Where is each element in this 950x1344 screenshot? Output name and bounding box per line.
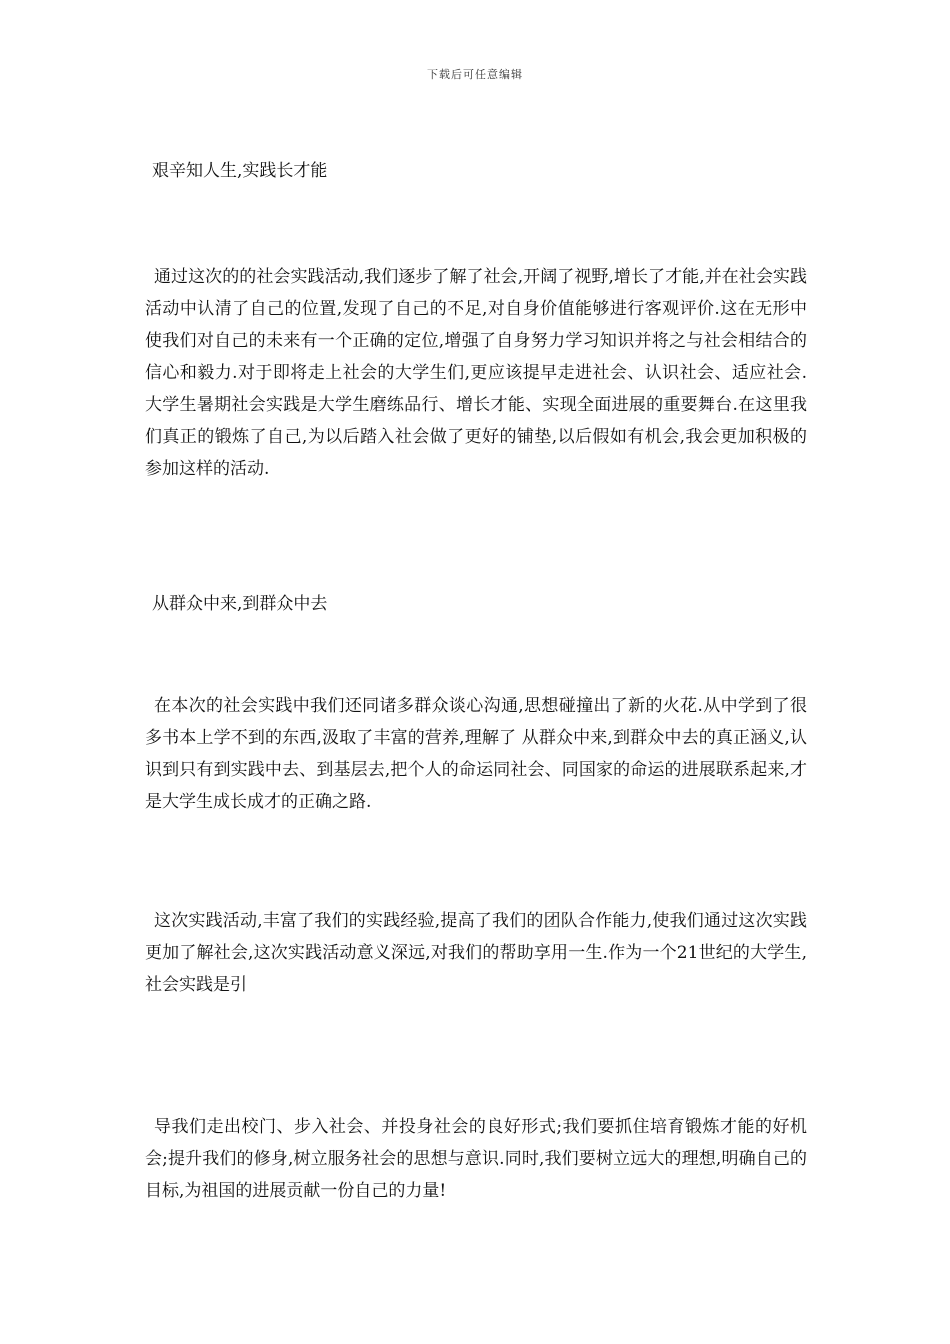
section-heading: 从群众中来,到群众中去: [152, 594, 328, 614]
body-paragraph: 导我们走出校门、步入社会、并投身社会的良好形式;我们要抓住培育锻炼才能的好机会;提升我们的修身,树立服务社会的思想与意识.同时,我们要树立远大的理想,明确自己的目标,为祖国的进展贡献一份自己的力量!: [145, 1117, 807, 1201]
page-header: 下载后可任意编辑: [427, 68, 523, 81]
body-paragraph: 通过这次的的社会实践活动,我们逐步了解了社会,开阔了视野,增长了才能,并在社会实践活动中认清了自己的位置,发现了自己的不足,对自身价值能够进行客观评价.这在无形中使我们对自己的未来有一个正确的定位,增强了自身努力学习知识并将之与社会相结合的信心和毅力.对于即将走上社会的大学生们,更应该提早走进社会、认识社会、适应社会.大学生暑期社会实践是大学生磨练品行、增长才能、实现全面进展的重要舞台.在这里我们真正的锻炼了自己,为以后踏入社会做了更好的铺垫,以后假如有机会,我会更加积极的参加这样的活动.: [145, 267, 807, 479]
body-paragraph: 这次实践活动,丰富了我们的实践经验,提高了我们的团队合作能力,使我们通过这次实践更加了解社会,这次实践活动意义深远,对我们的帮助享用一生.作为一个21世纪的大学生,社会实践是引: [145, 911, 807, 995]
body-paragraph: 在本次的社会实践中我们还同诸多群众谈心沟通,思想碰撞出了新的火花.从中学到了很多书本上学不到的东西,汲取了丰富的营养,理解了 从群众中来,到群众中去的真正涵义,认识到只有到实践中去、到基层去,把个人的命运同社会、同国家的命运的进展联系起来,才是大学生成长成才的正确之路.: [145, 696, 807, 812]
section-heading: 艰辛知人生,实践长才能: [152, 161, 328, 181]
